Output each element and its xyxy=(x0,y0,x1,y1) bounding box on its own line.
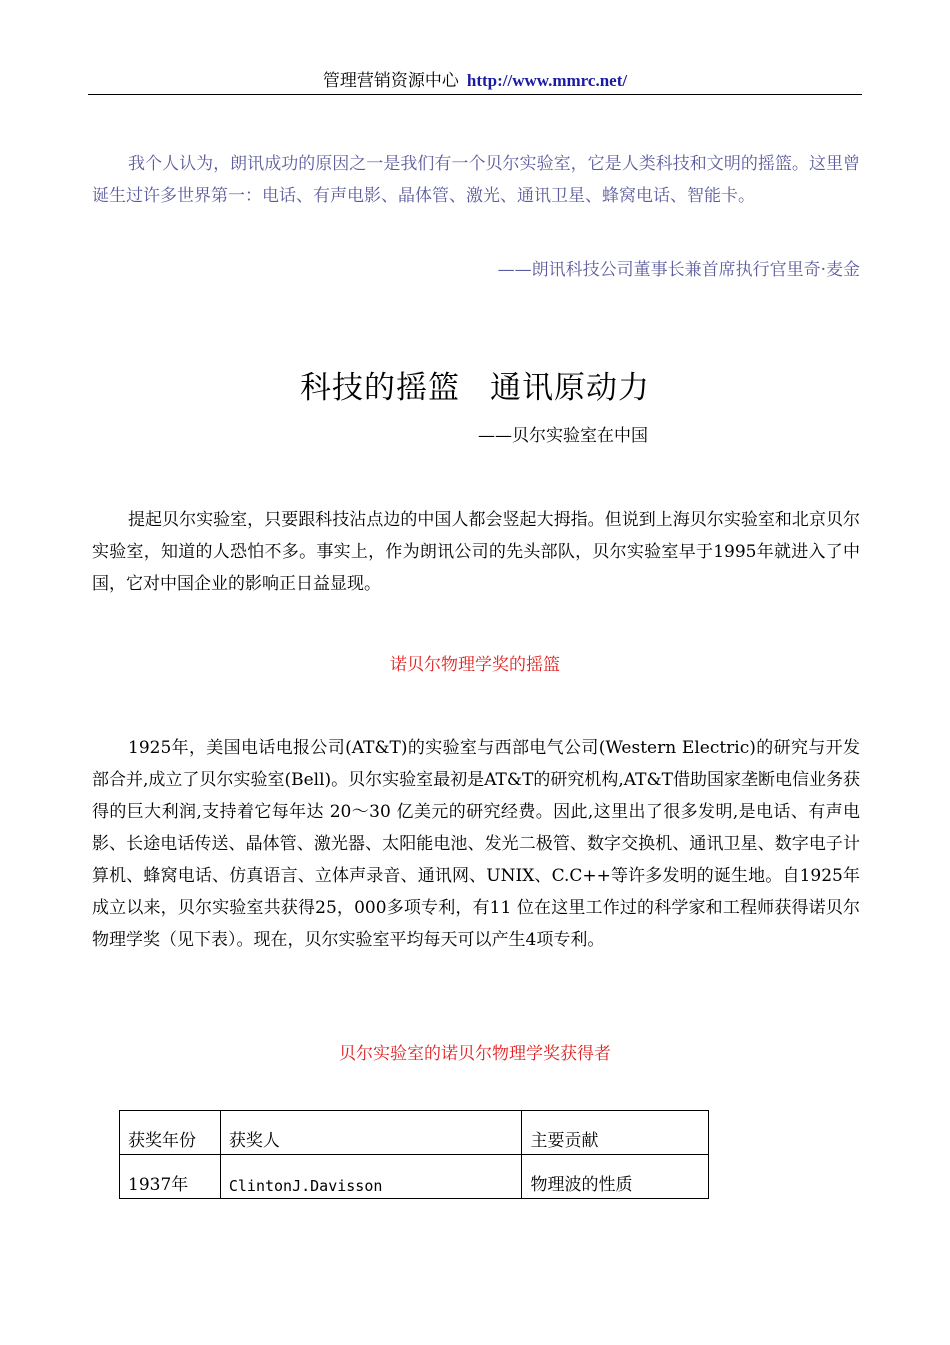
header-cell-year: 获奖年份 xyxy=(120,1111,221,1155)
header-cell-contribution: 主要贡献 xyxy=(522,1111,709,1155)
paragraph-history: 1925年，美国电话电报公司(AT&T)的实验室与西部电气公司(Western Electric)的研究与开发部合并,成立了贝尔实验室(Bell)。贝尔实验室最初是AT&T的研究机构,AT&T借助国家垄断电信业务获得的巨大利润,支持着它每年达 20～30 亿美元的研究经费。因此,这里出了很多发明,是电话、有声电影、长途电话传送、晶体管、激光器、太阳能电池、发光二极管、数字交换机、通讯卫星、数字电子计算机、蜂窝电话、仿真语言、立体声录音、通讯网、UNIX、C.C++等许多发明的诞生地。自1925年成立以来，贝尔实验室共获得25，000多项专利，有11 位在这里工作过的科学家和工程师获得诺贝尔物理学奖（见下表）。现在，贝尔实验室平均每天可以产生4项专利。 xyxy=(92,738,860,950)
title-part-1: 科技的摇篮 xyxy=(300,370,460,406)
cell-winner: ClintonJ.Davisson xyxy=(220,1155,522,1199)
table-header-row xyxy=(120,1111,709,1155)
table-row xyxy=(120,1155,709,1199)
cell-year: 1937年 xyxy=(120,1155,221,1199)
nobel-winners-table xyxy=(119,1110,709,1199)
site-url-link[interactable]: http://www.mmrc.net/ xyxy=(466,71,628,90)
article-title xyxy=(0,366,950,410)
header-cell-winner: 获奖人 xyxy=(220,1111,522,1155)
section-heading-nobel-winners: 贝尔实验室的诺贝尔物理学奖获得者 xyxy=(339,1044,611,1064)
article-subtitle: ——贝尔实验室在中国 xyxy=(478,426,648,446)
cell-contribution: 物理波的性质 xyxy=(522,1155,709,1199)
section-heading-nobel-cradle: 诺贝尔物理学奖的摇篮 xyxy=(390,655,560,675)
quote-text: 我个人认为，朗讯成功的原因之一是我们有一个贝尔实验室，它是人类科技和文明的摇篮。这里曾诞生过许多世界第一：电话、有声电影、晶体管、激光、通讯卫星、蜂窝电话、智能卡。 xyxy=(92,154,860,206)
page-header xyxy=(88,68,862,95)
site-name: 管理营销资源中心 xyxy=(322,71,459,91)
quote-attribution: ——朗讯科技公司董事长兼首席执行官里奇·麦金 xyxy=(497,260,860,280)
paragraph-intro: 提起贝尔实验室，只要跟科技沾点边的中国人都会竖起大拇指。但说到上海贝尔实验室和北京贝尔实验室，知道的人恐怕不多。事实上，作为朗讯公司的先头部队，贝尔实验室早于1995年就进入了中国，它对中国企业的影响正日益显现。 xyxy=(92,510,860,594)
title-part-2: 通讯原动力 xyxy=(490,370,650,406)
